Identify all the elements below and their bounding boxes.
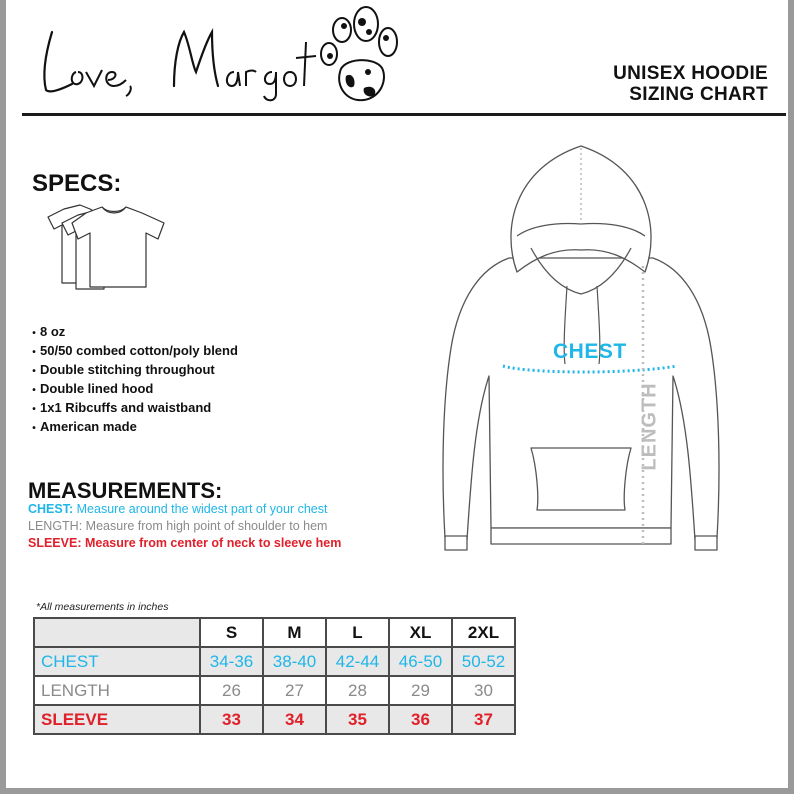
title-line-1: UNISEX HOODIE bbox=[613, 63, 768, 84]
table-cell: 30 bbox=[452, 676, 515, 705]
table-cell: 42-44 bbox=[326, 647, 389, 676]
table-cell: 34-36 bbox=[200, 647, 263, 676]
table-row bbox=[34, 647, 515, 676]
t-shirt-stack-icon bbox=[44, 203, 174, 300]
row-label-length: LENGTH bbox=[34, 676, 200, 705]
length-instruction-label: LENGTH: bbox=[28, 519, 83, 533]
spec-item: • Double lined hood bbox=[28, 380, 238, 399]
table-cell: 35 bbox=[326, 705, 389, 734]
table-cell: 27 bbox=[263, 676, 326, 705]
table-cell: 50-52 bbox=[452, 647, 515, 676]
size-header: XL bbox=[389, 618, 452, 647]
sleeve-instruction bbox=[28, 536, 341, 550]
table-row bbox=[34, 676, 515, 705]
size-header: S bbox=[200, 618, 263, 647]
spec-item: • 50/50 combed cotton/poly blend bbox=[28, 342, 238, 361]
table-header-row bbox=[34, 618, 515, 647]
table-cell: 37 bbox=[452, 705, 515, 734]
table-cell: 46-50 bbox=[389, 647, 452, 676]
size-chart-sheet bbox=[6, 0, 788, 788]
table-cell: 38-40 bbox=[263, 647, 326, 676]
document-title bbox=[613, 63, 768, 105]
specs-list bbox=[28, 323, 238, 437]
row-label-chest: CHEST bbox=[34, 647, 200, 676]
paw-print-icon bbox=[321, 7, 397, 100]
size-header: 2XL bbox=[452, 618, 515, 647]
measurements-heading: MEASUREMENTS: bbox=[28, 478, 223, 503]
length-instruction bbox=[28, 519, 327, 533]
table-row bbox=[34, 705, 515, 734]
spec-item: • Double stitching throughout bbox=[28, 361, 238, 380]
length-instruction-text: Measure from high point of shoulder to hem bbox=[85, 519, 328, 533]
table-cell: 33 bbox=[200, 705, 263, 734]
table-cell: 29 bbox=[389, 676, 452, 705]
brand-logo bbox=[24, 2, 404, 112]
size-header: L bbox=[326, 618, 389, 647]
title-line-2: SIZING CHART bbox=[629, 84, 768, 105]
specs-heading: SPECS: bbox=[32, 170, 122, 197]
size-table bbox=[33, 617, 516, 735]
table-cell: 26 bbox=[200, 676, 263, 705]
table-cell: 28 bbox=[326, 676, 389, 705]
header-divider bbox=[22, 113, 786, 116]
chest-diagram-label: CHEST bbox=[553, 340, 627, 363]
table-cell: 34 bbox=[263, 705, 326, 734]
chest-instruction-label: CHEST: bbox=[28, 502, 74, 516]
spec-item: • 8 oz bbox=[28, 323, 238, 342]
chest-instruction bbox=[28, 502, 327, 516]
table-note: *All measurements in inches bbox=[36, 601, 169, 613]
length-diagram-label bbox=[635, 376, 665, 476]
spec-item: • 1x1 Ribcuffs and waistband bbox=[28, 399, 238, 418]
sleeve-instruction-label: SLEEVE: bbox=[28, 536, 82, 550]
row-label-sleeve: SLEEVE bbox=[34, 705, 200, 734]
table-cell: 36 bbox=[389, 705, 452, 734]
length-diagram-text: LENGTH bbox=[638, 381, 661, 471]
table-corner-cell bbox=[34, 618, 200, 647]
size-header: M bbox=[263, 618, 326, 647]
love-margot-logo bbox=[24, 2, 404, 112]
chest-instruction-text: Measure around the widest part of your chest bbox=[76, 502, 328, 516]
spec-item: • American made bbox=[28, 418, 238, 437]
sleeve-instruction-text: Measure from center of neck to sleeve hem bbox=[84, 536, 342, 550]
